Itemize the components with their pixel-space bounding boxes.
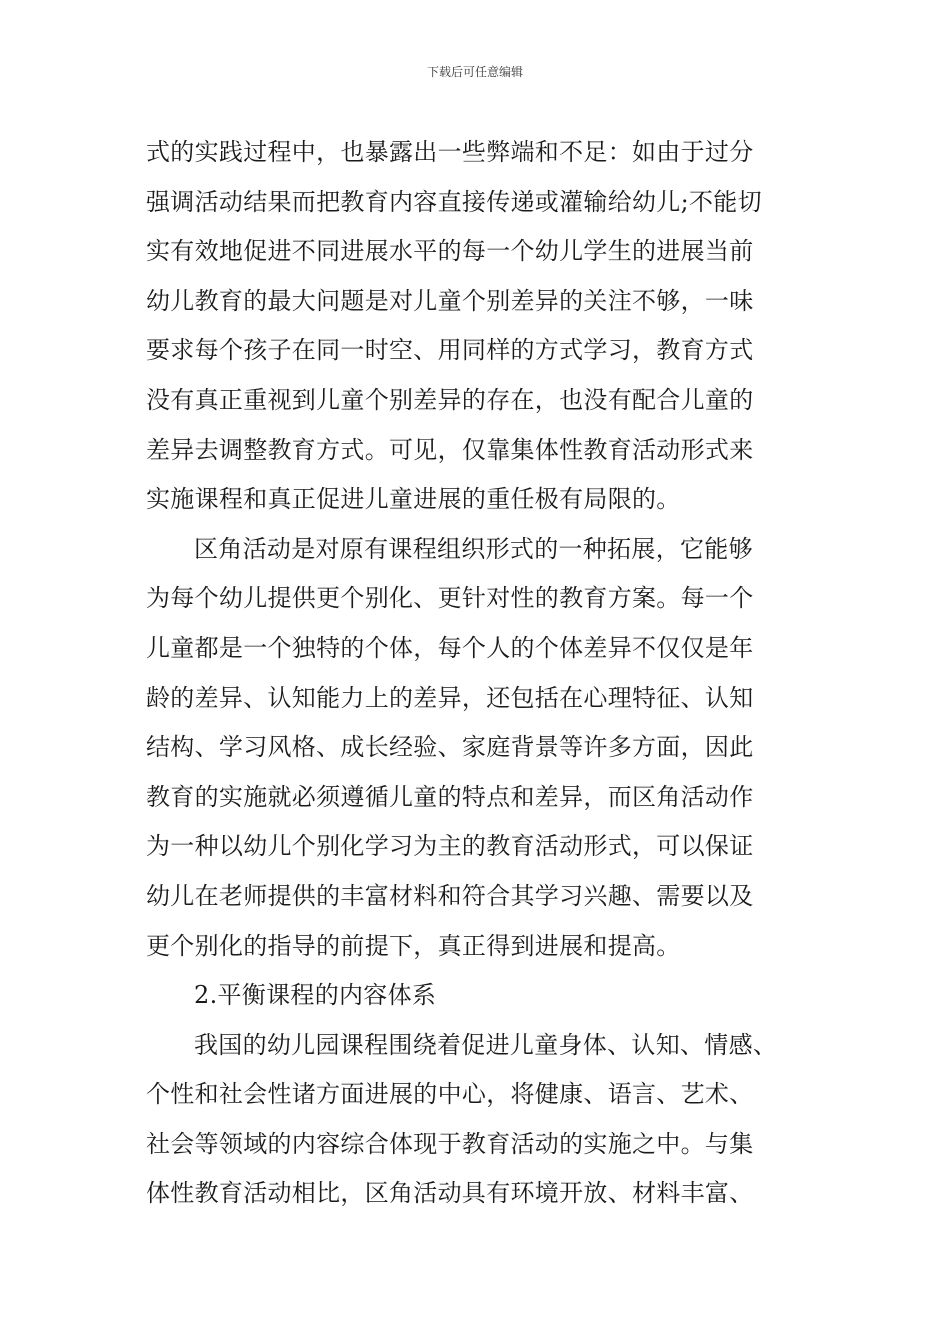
text-line: 实施课程和真正促进儿童进展的重任极有局限的。 — [146, 485, 681, 514]
text-line: 结构、学习风格、成长经验、家庭背景等许多方面，因此 — [146, 733, 754, 762]
text-line: 实有效地促进不同进展水平的每一个幼儿学生的进展当前 — [146, 237, 754, 266]
text-line: 个性和社会性诸方面进展的中心，将健康、语言、艺术、 — [146, 1080, 754, 1109]
text-line: 强调活动结果而把教育内容直接传递或灌输给幼儿;不能切 — [146, 187, 762, 216]
text-line: 儿童都是一个独特的个体，每个人的个体差异不仅仅是年 — [146, 633, 754, 662]
text-line: 体性教育活动相比，区角活动具有环境开放、材料丰富、 — [146, 1179, 754, 1208]
document-body — [146, 128, 836, 1219]
text-line: 为每个幼儿提供更个别化、更针对性的教育方案。每一个 — [146, 584, 754, 613]
text-line: 没有真正重视到儿童个别差异的存在，也没有配合儿童的 — [146, 385, 754, 414]
text-line: 龄的差异、认知能力上的差异，还包括在心理特征、认知 — [146, 683, 754, 712]
text-line: 要求每个孩子在同一时空、用同样的方式学习，教育方式 — [146, 336, 754, 365]
text-line: 为一种以幼儿个别化学习为主的教育活动形式，可以保证 — [146, 832, 754, 861]
text-line: 差异去调整教育方式。可见，仅靠集体性教育活动形式来 — [146, 435, 754, 464]
paragraph-first-line: 我国的幼儿园课程围绕着促进儿童身体、认知、情感、 — [194, 1030, 778, 1059]
paragraph-first-line: 区角活动是对原有课程组织形式的一种拓展，它能够 — [194, 534, 753, 563]
page-header: 下载后可任意编辑 — [426, 65, 523, 79]
text-line: 社会等领域的内容综合体现于教育活动的实施之中。与集 — [146, 1129, 754, 1158]
section-heading: 2.平衡课程的内容体系 — [194, 981, 437, 1010]
text-line: 更个别化的指导的前提下，真正得到进展和提高。 — [146, 931, 681, 960]
text-line: 幼儿教育的最大问题是对儿童个别差异的关注不够，一味 — [146, 286, 754, 315]
text-line: 幼儿在老师提供的丰富材料和符合其学习兴趣、需要以及 — [146, 881, 754, 910]
text-line: 式的实践过程中，也暴露出一些弊端和不足：如由于过分 — [146, 138, 754, 166]
text-line: 教育的实施就必须遵循儿童的特点和差异，而区角活动作 — [146, 782, 754, 811]
